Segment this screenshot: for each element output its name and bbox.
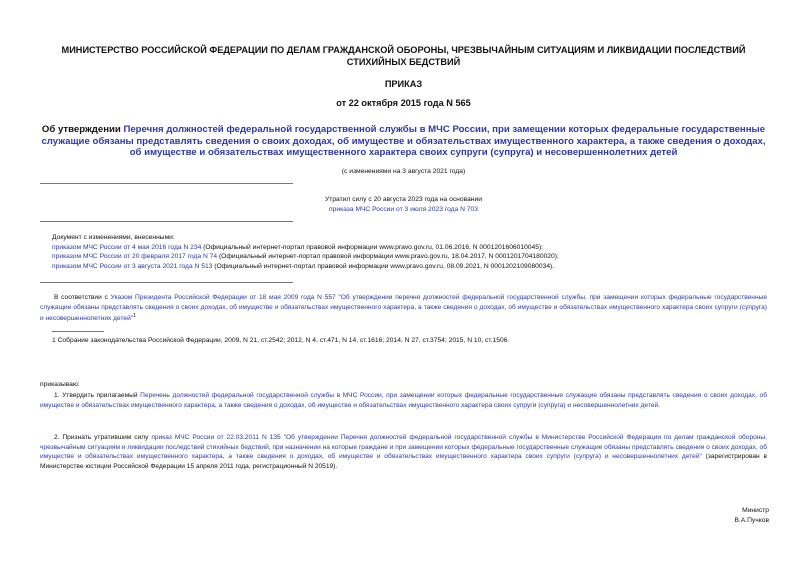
footnote-rule	[52, 331, 104, 332]
separator-rule	[40, 221, 293, 222]
item-2-prefix: 2. Признать утратившим силу	[54, 434, 152, 441]
changes-block	[52, 233, 772, 271]
change-item	[52, 243, 772, 253]
item-1-suffix: .	[658, 401, 661, 409]
signature-position: Министр	[742, 507, 769, 514]
preamble-prefix: В соответствии с	[54, 294, 111, 301]
decree-link[interactable]: Указом Президента Российской Федерации от 18 мая 2009 года N 557 "Об утверждении перечня должностей федеральной государственной службы, при замещении которых федеральные государственные служащие обязаны представлять сведения о своих доходах, об имуществе и обязательствах имущественного характера, а также сведения о доходах, об имуществе и обязательствах имущественного характера своих супруги (супруга) и несовершеннолетних детей"	[40, 294, 768, 323]
change-details: (Официальный интернет-портал правовой информации www.pravo.gov.ru, 08.09.2021, N 0001202109080034).	[212, 262, 555, 270]
document-title	[40, 124, 767, 159]
preamble-paragraph	[40, 293, 767, 324]
change-details: (Официальный интернет-портал правовой информации www.pravo.gov.ru, 18.04.2017, N 0001201704180020);	[217, 253, 559, 261]
ministry-header: МИНИСТЕРСТВО РОССИЙСКОЙ ФЕДЕРАЦИИ ПО ДЕЛАМ ГРАЖДАНСКОЙ ОБОРОНЫ, ЧРЕЗВЫЧАЙНЫМ СИТУАЦИЯМ И ЛИКВИДАЦИИ ПОСЛЕДСТВИЙ СТИХИЙНЫХ БЕДСТВИЙ	[61, 45, 746, 67]
lost-force-note	[270, 195, 537, 214]
change-details: (Официальный интернет-портал правовой информации www.pravo.gov.ru, 01.06.2016, N 0001201606010045);	[201, 243, 544, 251]
date-number: от 22 октября 2015 года N 565	[336, 98, 471, 108]
title-link[interactable]: Перечня должностей федеральной государственной службы в МЧС России, при замещении которых федеральные государственные служащие обязаны представлять сведения о своих доходах, об имуществе и обязательствах имущественного характера, а также сведения о доходах, об имуществе и обязательствах имущественного характера своих супруги (супруга) и несовершеннолетних детей	[41, 124, 766, 159]
lost-force-link[interactable]: приказа МЧС России от 3 июля 2023 года N 703	[329, 205, 478, 213]
separator-rule	[40, 183, 293, 184]
footnote-text: Собрание законодательства Российской Федерации, 2009, N 21, ст.2542; 2012, N 4, ст.471, N 14, ст.1616; 2014, N 27, ст.3754; 2015, N 10, ст.1506.	[55, 337, 510, 344]
order-word: приказываю:	[40, 381, 80, 388]
footnote-ref: 1	[133, 313, 136, 320]
signature-name: В.А.Пучков	[734, 516, 769, 524]
lost-force-text: Утратил силу с 20 августа 2023 года на основании	[325, 196, 482, 203]
change-link[interactable]: приказом МЧС России от 4 мая 2016 года N 234	[52, 243, 202, 251]
change-link[interactable]: приказом МЧС России от 3 августа 2021 года N 513	[52, 262, 213, 270]
change-link[interactable]: приказом МЧС России от 20 февраля 2017 года N 74	[52, 253, 218, 261]
change-item	[52, 262, 772, 272]
footnote	[52, 336, 767, 346]
item-2-link[interactable]: приказ МЧС России от 22.03.2011 N 135 "Об утверждении Перечня должностей федеральной государственной службы в Министерстве Российской Федерации по делам гражданской обороны, чрезвычайным ситуациям и ликвидации последствий стихийных бедствий, при назначении на которые граждане и при замещении которых федеральные государственные служащие обязаны представлять сведения о своих доходах, об имуществе и обязательствах имущественного характера, а также сведения о доходах, об имуществе и обязательствах имущественного характера своих супруги (супруга) и несовершеннолетних детей"	[40, 434, 767, 461]
separator-rule	[40, 282, 293, 283]
change-item	[52, 252, 772, 262]
item-1-prefix: 1. Утвердить прилагаемый	[54, 392, 141, 399]
signature	[734, 506, 769, 525]
title-prefix: Об утверждении	[41, 124, 124, 135]
amended-note: (с изменениями на 3 августа 2021 года)	[341, 168, 466, 175]
item-1	[40, 391, 767, 410]
footnote-mark: 1	[52, 337, 56, 344]
item-2-suffix: (зарегистрирован в Министерстве юстиции Российской Федерации 15 апреля 2011 года, регистрационный N 20519).	[40, 453, 767, 470]
item-1-link[interactable]: Перечень должностей федеральной государственной службы в МЧС России, при замещении которых федеральные государственные служащие обязаны представлять сведения о своих доходах, об имуществе и обязательствах имущественного характера, а также сведения о доходах, об имуществе и обязательствах имущественного характера своих супруги (супруга) и несовершеннолетних детей	[40, 392, 767, 409]
changes-heading: Документ с изменениями, внесенными:	[52, 234, 175, 241]
doc-type: ПРИКАЗ	[384, 79, 423, 89]
item-2	[40, 433, 767, 471]
